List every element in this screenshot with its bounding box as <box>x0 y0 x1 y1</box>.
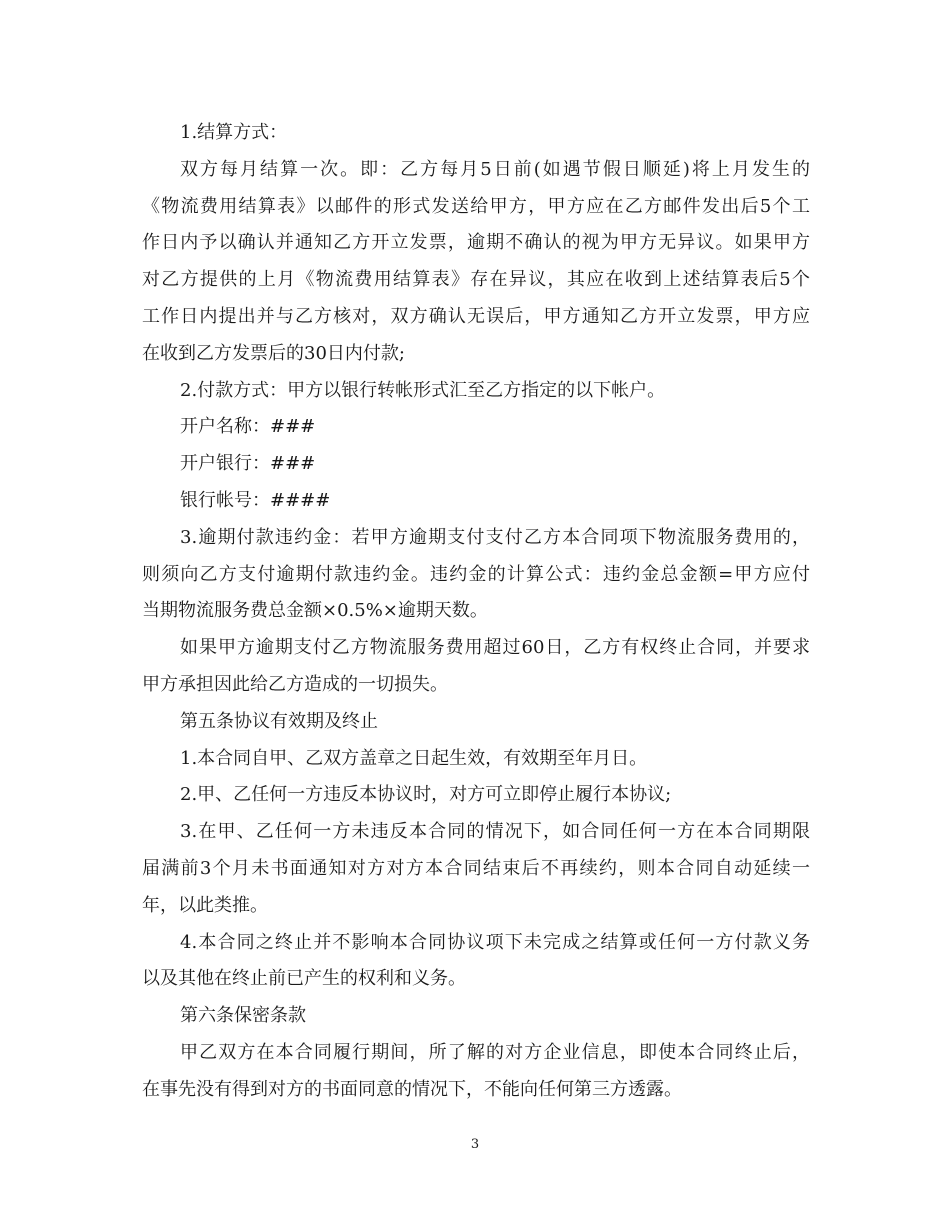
text-line: 作日内予以确认并通知乙方开立发票，逾期不确认的视为甲方无异议。如果甲方 <box>142 232 810 254</box>
text-line: 对乙方提供的上月《物流费用结算表》存在异议，其应在收到上述结算表后5个 <box>142 269 810 291</box>
text-line: 4.本合同之终止并不影响本合同协议项下未完成之结算或任何一方付款义务 <box>180 931 810 953</box>
section-heading-confidentiality: 第六条保密条款 <box>180 1005 306 1027</box>
text-line: 届满前3个月未书面通知对方对方本合同结束后不再续约，则本合同自动延续一 <box>142 857 810 879</box>
text-line: 甲乙双方在本合同履行期间，所了解的对方企业信息，即使本合同终止后， <box>180 1041 810 1063</box>
paragraph-heading-settlement-method: 1.结算方式： <box>180 122 288 143</box>
text-line: 双方每月结算一次。即：乙方每月5日前(如遇节假日顺延)将上月发生的 <box>180 158 810 180</box>
text-line: 如果甲方逾期支付乙方物流服务费用超过60日，乙方有权终止合同，并要求 <box>180 637 810 659</box>
text-line: 甲方承担因此给乙方造成的一切损失。 <box>142 673 448 695</box>
paragraph-heading-payment-method: 2.付款方式：甲方以银行转帐形式汇至乙方指定的以下帐户。 <box>180 379 666 401</box>
section-heading-validity: 第五条协议有效期及终止 <box>180 710 378 732</box>
text-line: 当期物流服务费总金额×0.5%×逾期天数。 <box>142 600 488 622</box>
account-bank-line: 开户银行：### <box>180 453 316 475</box>
text-line: 3.在甲、乙任何一方未违反本合同的情况下，如合同任何一方在本合同期限 <box>180 821 810 843</box>
text-line: 则须向乙方支付逾期付款违约金。违约金的计算公式：违约金总金额=甲方应付 <box>142 563 810 585</box>
text-line: 工作日内提出并与乙方核对，双方确认无误后，甲方通知乙方开立发票，甲方应 <box>142 305 810 327</box>
document-body <box>142 115 810 1109</box>
text-line: 在事先没有得到对方的书面同意的情况下，不能向任何第三方透露。 <box>142 1078 682 1100</box>
text-line: 1.本合同自甲、乙双方盖章之日起生效，有效期至年月日。 <box>180 747 648 769</box>
text-line: 年，以此类推。 <box>142 894 268 916</box>
text-line: 以及其他在终止前已产生的权利和义务。 <box>142 968 466 990</box>
text-line: 3.逾期付款违约金：若甲方逾期支付支付乙方本合同项下物流服务费用的， <box>180 526 810 548</box>
text-line: 2.甲、乙任何一方违反本协议时，对方可立即停止履行本协议; <box>180 784 672 806</box>
page-number: 3 <box>470 1137 480 1152</box>
account-name-line: 开户名称：### <box>180 416 316 438</box>
text-line: 在收到乙方发票后的30日内付款; <box>142 342 405 364</box>
text-line: 《物流费用结算表》以邮件的形式发送给甲方，甲方应在乙方邮件发出后5个工 <box>142 195 810 217</box>
account-number-line: 银行帐号：#### <box>180 489 331 511</box>
